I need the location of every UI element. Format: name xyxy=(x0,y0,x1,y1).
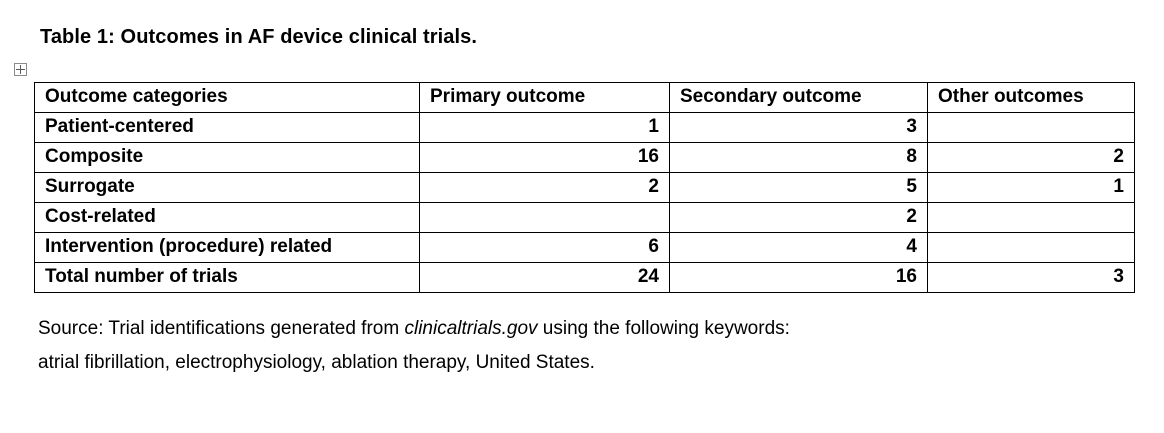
source-text-before: Source: Trial identifications generated from xyxy=(38,318,405,339)
cell-primary: 2 xyxy=(420,173,670,203)
table-row-total xyxy=(35,263,1135,293)
column-header-other-outcomes: Other outcomes xyxy=(928,83,1135,113)
table-row xyxy=(35,143,1135,173)
cell-secondary: 8 xyxy=(670,143,928,173)
outcomes-table xyxy=(34,82,1135,293)
table-row xyxy=(35,113,1135,143)
column-header-outcome-categories: Outcome categories xyxy=(35,83,420,113)
row-label: Surrogate xyxy=(35,173,420,203)
cell-other: 1 xyxy=(928,173,1135,203)
cell-other: 2 xyxy=(928,143,1135,173)
cell-primary: 24 xyxy=(420,263,670,293)
source-text-after: using the following keywords: xyxy=(537,318,790,339)
row-label: Composite xyxy=(35,143,420,173)
cell-secondary: 2 xyxy=(670,203,928,233)
table-row xyxy=(35,203,1135,233)
column-header-primary-outcome: Primary outcome xyxy=(420,83,670,113)
source-link-text: clinicaltrials.gov xyxy=(404,318,538,339)
cell-secondary: 16 xyxy=(670,263,928,293)
row-label: Intervention (procedure) related xyxy=(35,233,420,263)
table-row xyxy=(35,233,1135,263)
table-move-handle-icon[interactable] xyxy=(14,63,27,76)
cell-secondary: 5 xyxy=(670,173,928,203)
table-caption: Table 1: Outcomes in AF device clinical trials. xyxy=(40,26,478,48)
cell-other: 3 xyxy=(928,263,1135,293)
cell-primary: 16 xyxy=(420,143,670,173)
table-header-row xyxy=(35,83,1135,113)
cell-primary: 1 xyxy=(420,113,670,143)
cell-other xyxy=(928,233,1135,263)
cell-secondary: 3 xyxy=(670,113,928,143)
cell-primary xyxy=(420,203,670,233)
cell-other xyxy=(928,113,1135,143)
cell-primary: 6 xyxy=(420,233,670,263)
table-row xyxy=(35,173,1135,203)
column-header-secondary-outcome: Secondary outcome xyxy=(670,83,928,113)
cell-secondary: 4 xyxy=(670,233,928,263)
table-source-note xyxy=(38,312,1138,380)
row-label: Patient-centered xyxy=(35,113,420,143)
row-label: Cost-related xyxy=(35,203,420,233)
row-label: Total number of trials xyxy=(35,263,420,293)
cell-other xyxy=(928,203,1135,233)
source-keywords: atrial fibrillation, electrophysiology, ablation therapy, United States. xyxy=(38,352,595,373)
